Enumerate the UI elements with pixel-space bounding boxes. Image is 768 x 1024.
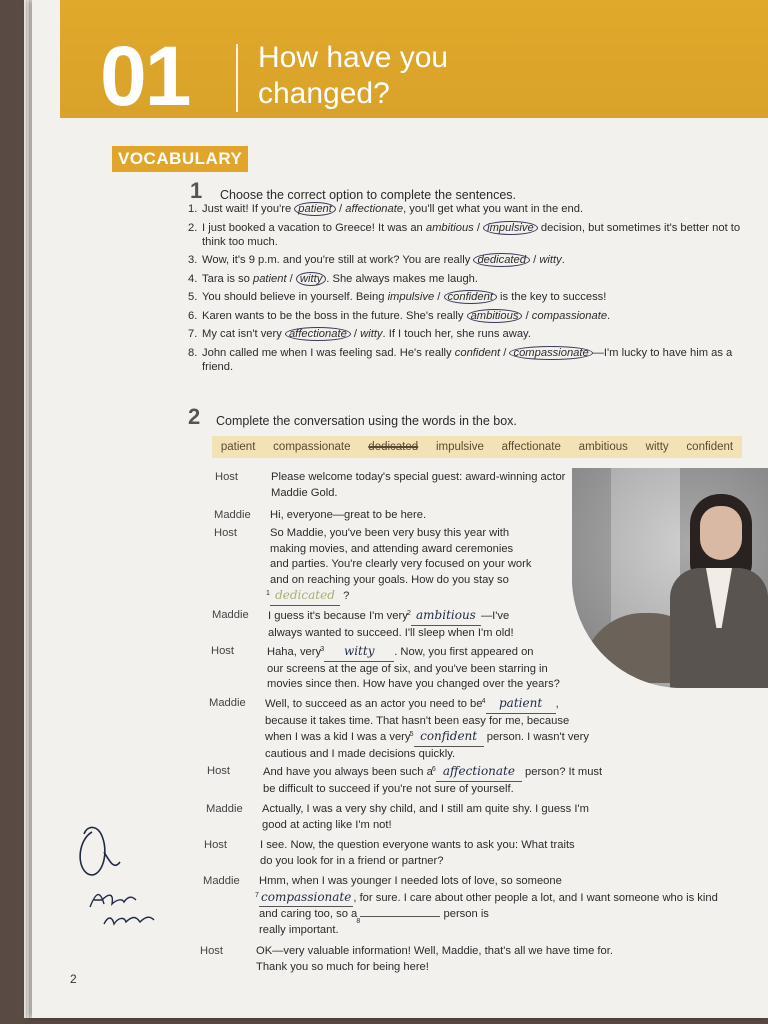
word-box-item: ambitious: [578, 441, 628, 453]
speaker-label: Maddie: [209, 697, 246, 709]
exercise-1-item: 6. Karen wants to be the boss in the future. She's really ambitious / compassionate.: [188, 309, 611, 322]
dialog-turn: Host Please welcome today's special guest: award-winning actor Maddie Gold.: [215, 470, 605, 501]
blank-5[interactable]: 5 confident: [414, 729, 484, 747]
option[interactable]: confident: [454, 346, 501, 359]
blank-2[interactable]: 2 ambitious: [411, 608, 481, 626]
exercise-1-item: 8. John called me when I was feeling sad. He's really confident / compassionate —I'm lucky to have him as a friend.: [188, 346, 733, 373]
option[interactable]: impulsive: [387, 291, 435, 303]
speaker-label: Maddie: [203, 875, 240, 887]
circled-answer[interactable]: confident: [444, 290, 497, 304]
option[interactable]: witty: [360, 328, 383, 340]
blank-4[interactable]: 4 patient: [486, 696, 556, 714]
circled-answer[interactable]: compassionate: [509, 346, 592, 360]
exercise-1-item: 4. Tara is so patient / witty . She always makes me laugh.: [188, 272, 479, 285]
speaker-label: Host: [211, 645, 235, 657]
speaker-label: Host: [215, 471, 239, 483]
exercise-2-instruction: Complete the conversation using the words in the box.: [216, 414, 517, 428]
dialog-turn: Host I see. Now, the question everyone wants to ask you: What traits do you look for in a friend or partner?: [204, 838, 624, 869]
exercise-1-item: 1. Just wait! If you're patient / affectionate, you'll get what you want in the end.: [188, 203, 584, 215]
dialog-turn: Host Haha, very 3 witty . Now, you first appeared on our screens at the age of six, and you've been starring in movies since then. How have you changed over the years?: [211, 644, 601, 693]
speaker-label: Host: [207, 765, 231, 777]
exercise-1-item: 7. My cat isn't very affectionate / witty. If I touch her, she runs away.: [188, 328, 531, 340]
circled-answer[interactable]: impulsive: [483, 221, 538, 235]
circled-answer[interactable]: affectionate: [285, 327, 351, 341]
blank-8[interactable]: 8: [360, 916, 440, 917]
option[interactable]: witty: [539, 254, 562, 266]
section-label: VOCABULARY: [112, 146, 248, 172]
unit-divider: [236, 44, 238, 112]
dialog-turn: Maddie Hmm, when I was younger I needed lots of love, so someone 7 compassionate , for sure. I care about other people a lot, and I want someone who is kind and caring too, so a 8 person is really important.: [203, 874, 759, 938]
circled-answer[interactable]: witty: [296, 272, 326, 286]
word-box-item: dedicated: [368, 441, 419, 453]
option[interactable]: ambitious: [425, 221, 474, 234]
speaker-label: Host: [200, 945, 224, 957]
word-box: [212, 436, 742, 458]
exercise-1-item: 3. Wow, it's 9 p.m. and you're still at work? You are really dedicated / witty.: [188, 254, 565, 266]
unit-title: How have you changed?: [258, 41, 449, 110]
dialog-turn: Host So Maddie, you've been very busy this year with making movies, and attending award ceremonies and parties. You're clearly very focused on your work and on reaching your goals. How do you stay so 1 dedicated ?: [214, 526, 604, 606]
exercise-1-item: 5. You should believe in yourself. Being impulsive / confident is the key to success!: [188, 291, 607, 303]
circled-answer[interactable]: patient: [294, 202, 336, 216]
word-box-item: affectionate: [501, 441, 561, 453]
option[interactable]: affectionate: [345, 203, 404, 215]
word-box-item: compassionate: [273, 441, 351, 453]
speaker-label: Maddie: [206, 803, 243, 815]
unit-number: 01: [100, 29, 190, 123]
dialog-turn: Host And have you always been such a 6 affectionate person? It must be difficult to succeed if you're not sure of yourself.: [207, 764, 627, 797]
word-box-item: witty: [645, 441, 669, 453]
word-box-item: confident: [686, 441, 734, 453]
dialog-turn: Host OK—very valuable information! Well, Maddie, that's all we have time for. Thank you so much for being here!: [200, 944, 700, 975]
option[interactable]: patient: [252, 272, 287, 285]
dialog-turn: Maddie Well, to succeed as an actor you need to be 4 patient , because it takes time. That hasn't been easy for me, because when I was a kid I was a very 5 confident person. I wasn't very cautious and I made decisions quickly.: [209, 696, 629, 762]
blank-6[interactable]: 6 affectionate: [436, 764, 522, 782]
blank-7[interactable]: 7 compassionate: [259, 890, 353, 908]
exercise-2-number: 2: [188, 404, 201, 429]
exercise-1-instruction: Choose the correct option to complete the sentences.: [220, 188, 517, 202]
word-box-item: impulsive: [435, 441, 484, 453]
handwritten-signature: [70, 812, 180, 942]
dialog-turn: Maddie Actually, I was a very shy child, and I still am quite shy. I guess I'm good at acting like I'm not!: [206, 802, 626, 833]
speaker-label: Maddie: [214, 509, 251, 521]
circled-answer[interactable]: dedicated: [473, 253, 530, 267]
blank-3[interactable]: 3 witty: [324, 644, 394, 662]
speaker-label: Host: [214, 527, 238, 539]
speaker-label: Maddie: [212, 609, 249, 621]
word-box-item: patient: [220, 441, 256, 453]
page-number: 2: [70, 972, 77, 986]
blank-1[interactable]: 1 dedicated: [270, 588, 340, 606]
exercise-1-number: 1: [190, 178, 203, 203]
exercise-1-item: 2. I just booked a vacation to Greece! It was an ambitious / impulsive decision, but sometimes it's better not to think too much.: [188, 221, 741, 248]
speaker-label: Host: [204, 839, 228, 851]
dialog-turn: Maddie I guess it's because I'm very 2 ambitious —I've always wanted to succeed. I'll sleep when I'm old!: [212, 608, 602, 641]
option[interactable]: compassionate: [531, 309, 608, 322]
dialog-turn: Maddie Hi, everyone—great to be here.: [214, 508, 604, 524]
exercise-1-list: [188, 202, 748, 378]
circled-answer[interactable]: ambitious: [467, 309, 523, 323]
